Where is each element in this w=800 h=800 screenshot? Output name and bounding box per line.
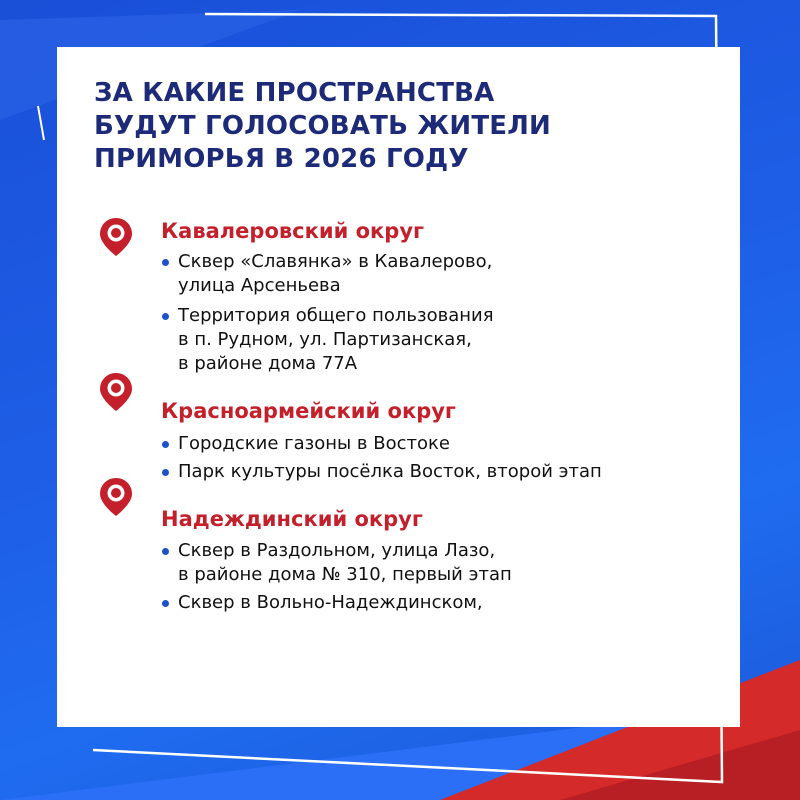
bullet-dot — [162, 441, 169, 448]
bullet-dot — [162, 469, 169, 476]
item-text: в районе дома 77А — [178, 353, 358, 374]
map-pin-icon — [99, 477, 133, 517]
item-text: в п. Рудном, ул. Партизанская, — [178, 329, 472, 350]
space-list — [161, 432, 602, 484]
item-text: Территория общего пользования — [178, 305, 494, 326]
item-text: Сквер в Вольно-Надеждинском, — [178, 592, 483, 613]
title-line: ПРИМОРЬЯ В 2026 ГОДУ — [94, 144, 469, 174]
poster-title — [94, 77, 654, 176]
space-list — [161, 539, 512, 615]
map-pin-icon — [99, 217, 133, 257]
title-line: ЗА КАКИЕ ПРОСТРАНСТВА — [94, 78, 495, 108]
item-text: улица Арсеньева — [178, 275, 341, 296]
list-item — [161, 432, 602, 456]
list-item — [161, 304, 494, 376]
map-pin-icon — [99, 372, 133, 412]
bullet-dot — [162, 548, 169, 555]
list-item — [161, 539, 512, 587]
space-list — [161, 250, 494, 376]
item-text: Городские газоны в Востоке — [178, 433, 450, 454]
list-item — [161, 250, 494, 298]
item-text: в районе дома № 310, первый этап — [178, 564, 512, 585]
item-text: Сквер «Славянка» в Кавалерово, — [178, 251, 493, 272]
item-text: Парк культуры посёлка Восток, второй этап — [178, 461, 602, 482]
bullet-dot — [162, 259, 169, 266]
bullet-dot — [162, 600, 169, 607]
district-name: Красноармейский округ — [161, 399, 456, 423]
frame-stroke-left — [38, 106, 44, 140]
item-text: Сквер в Раздольном, улица Лазо, — [178, 540, 496, 561]
district-name: Кавалеровский округ — [161, 219, 424, 243]
content-card — [57, 47, 740, 727]
list-item — [161, 460, 602, 484]
list-item — [161, 591, 512, 615]
district-name: Надеждинский округ — [161, 507, 423, 531]
title-line: БУДУТ ГОЛОСОВАТЬ ЖИТЕЛИ — [94, 111, 551, 141]
bullet-dot — [162, 313, 169, 320]
